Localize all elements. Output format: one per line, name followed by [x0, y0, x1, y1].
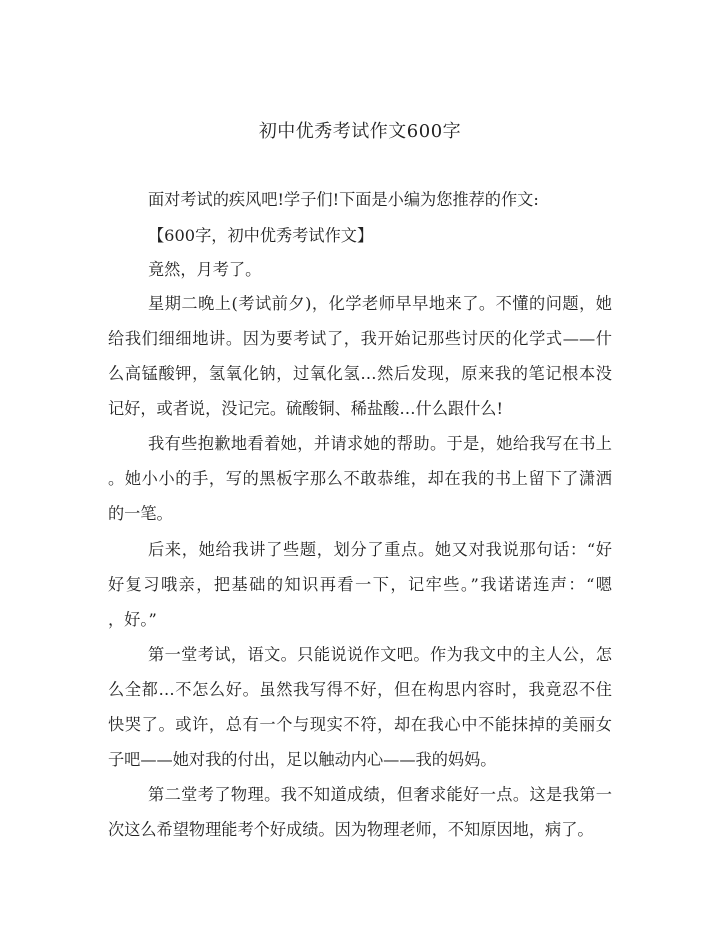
- paragraph-line: 记好，或者说，没记完。硫酸铜、稀盐酸…什么跟什么!: [108, 399, 504, 418]
- paragraph-line: 竟然，月考了。: [148, 260, 262, 279]
- paragraph-line: 么高锰酸钾，氢氧化钠，过氧化氢…然后发现，原来我的笔记根本没: [108, 364, 612, 383]
- paragraph-line: 。她小小的手，写的黑板字那么不敢恭维，却在我的书上留下了潇洒: [108, 469, 612, 488]
- paragraph-line: 后来，她给我讲了些题，划分了重点。她又对我说那句话：“好: [148, 540, 612, 559]
- paragraph-line: 次这么希望物理能考个好成绩。因为物理老师，不知原因地，病了。: [108, 820, 594, 839]
- paragraph-line: 第二堂考了物理。我不知道成绩，但奢求能好一点。这是我第一: [148, 785, 612, 804]
- paragraph-line: 面对考试的疾风吧!学子们!下面是小编为您推荐的作文:: [148, 190, 539, 209]
- document-title: 初中优秀考试作文600字: [258, 121, 462, 142]
- paragraph-line: 【600字，初中优秀考试作文】: [148, 226, 374, 245]
- paragraph-line: ，好。”: [108, 610, 157, 629]
- paragraph-line: 子吧——她对我的付出，足以触动内心——我的妈妈。: [108, 750, 497, 769]
- paragraph-line: 的一笔。: [108, 504, 173, 523]
- paragraph-line: 好复习哦亲，把基础的知识再看一下，记牢些。”我诺诺连声：“嗯: [108, 575, 612, 594]
- paragraph-line: 给我们细细地讲。因为要考试了，我开始记那些讨厌的化学式——什: [108, 329, 612, 348]
- paragraph-line: 么全都…不怎么好。虽然我写得不好，但在构思内容时，我竟忍不住: [108, 680, 612, 699]
- paragraph-line: 我有些抱歉地看着她，并请求她的帮助。于是，她给我写在书上: [148, 434, 612, 453]
- paragraph-line: 快哭了。或许，总有一个与现实不符，却在我心中不能抹掉的美丽女: [108, 715, 612, 734]
- paragraph-line: 第一堂考试，语文。只能说说作文吧。作为我文中的主人公，怎: [148, 645, 612, 664]
- paragraph-line: 星期二晚上(考试前夕)，化学老师早早地来了。不懂的问题，她: [148, 294, 612, 313]
